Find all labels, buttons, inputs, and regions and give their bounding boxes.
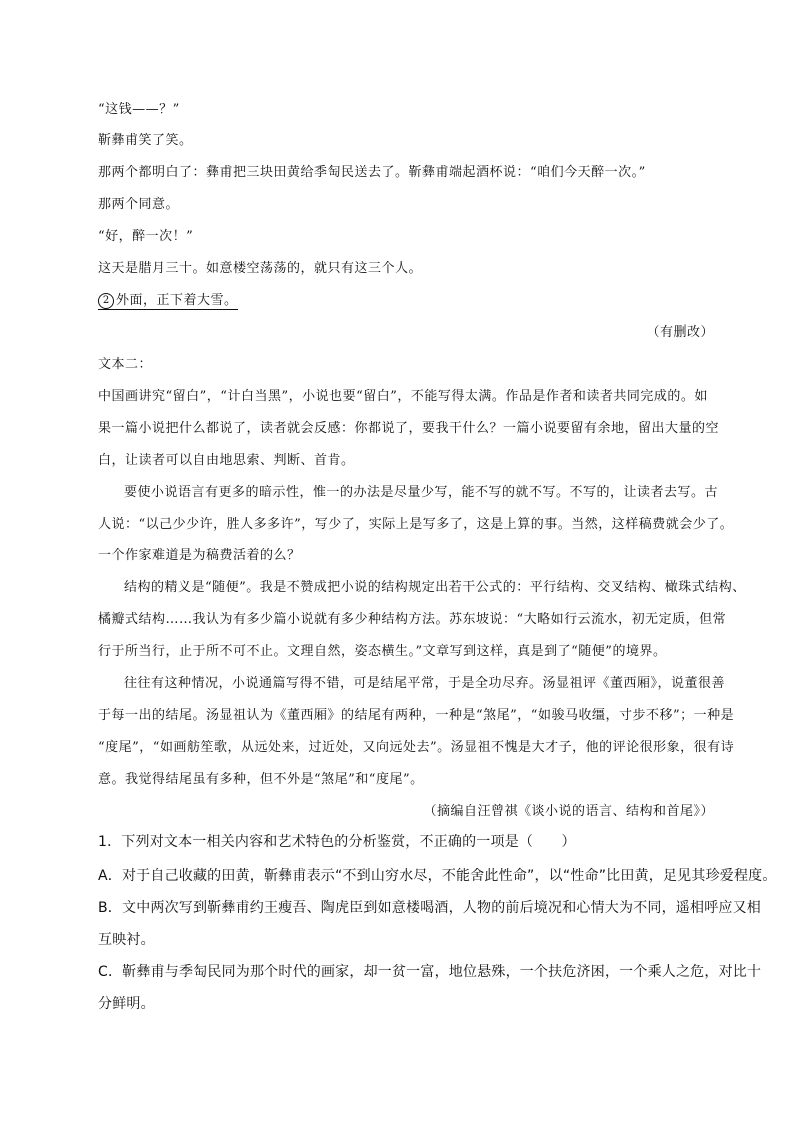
text2-line: 一个作家难道是为稿费活着的么？	[98, 548, 301, 563]
question-stem: 1．下列对文本一相关内容和艺术特色的分析鉴赏，不正确的一项是（ ）	[98, 834, 576, 850]
story-line: 那两个都明白了：彝甫把三块田黄给季匋民送去了。靳彝甫端起酒杯说：“咱们今天醉一次。”	[98, 165, 646, 180]
option-c: C．靳彝甫与季匋民同为那个时代的画家，却一贫一富，地位悬殊，一个扶危济困，一个乘人之危，对比十	[98, 964, 762, 980]
story-line: 靳彝甫笑了笑。	[98, 133, 193, 148]
option-a: A．对于自己收藏的田黄，靳彝甫表示“不到山穷水尽，不能舍此性命”，以“性命”比田黄，足见其珍爱程度。	[98, 868, 777, 884]
option-b-continued: 互映衬。	[98, 932, 155, 948]
text2-label: 文本二：	[98, 357, 153, 372]
source-note: （摘编自汪曾祺《谈小说的语言、结构和首尾》）	[423, 804, 714, 819]
story-line: 这天是腊月三十。如意楼空荡荡的，就只有这三个人。	[98, 261, 423, 276]
text2-line: 行于所当行，止于所不可不止。文理自然，姿态横生。”文章写到这样，真是到了“随便”的境界。	[98, 644, 667, 659]
story-line: 那两个同意。	[98, 197, 180, 212]
text2-line: 要使小说语言有更多的暗示性，惟一的办法是尽量少写，能不写的就不写。不写的，让读者去写。古	[124, 485, 719, 500]
text2-line: 结构的精义是“随便”。我是不赞成把小说的结构规定出若干公式的：平行结构、交叉结构、橄珠式结构、	[124, 580, 746, 595]
text2-line: 橘瓣式结构……我认为有多少篇小说就有多少种结构方法。苏东坡说：“大略如行云流水，初无定质，但常	[98, 612, 727, 627]
text2-line: 果一篇小说把什么都说了，读者就会反感：你都说了，要我干什么？一篇小说要留有余地，留出大量的空	[98, 421, 720, 436]
source-note: （有删改）	[646, 325, 714, 340]
marked-sentence	[98, 291, 238, 311]
text2-line: “度尾”，“如画舫笙歌，从远处来，过近处，又向远处去”。汤显祖不愧是大才子，他的评论很形象，很有诗	[98, 740, 735, 755]
story-line: “好，醉一次！”	[98, 229, 194, 244]
option-c-continued: 分鲜明。	[98, 996, 155, 1012]
text2-line: 白，让读者可以自由地思索、判断、首肯。	[98, 453, 355, 468]
text2-line: 于每一出的结尾。汤显祖认为《董西厢》的结尾有两种，一种是“煞尾”，“如骏马收缰，寸步不移”；一种是	[98, 708, 735, 723]
text2-line: 人说：“以己少少许，胜人多多许”，写少了，实际上是写多了，这是上算的事。当然，这样稿费就会少了。	[98, 517, 734, 532]
option-b: B．文中两次写到靳彝甫约王瘦吾、陶虎臣到如意楼喝酒，人物的前后境况和心情大为不同，遥相呼应又相	[98, 900, 762, 916]
story-line: “这钱——？”	[98, 102, 180, 117]
text2-line: 意。我觉得结尾虽有多种，但不外是“煞尾”和“度尾”。	[98, 772, 424, 787]
text2-line: 中国画讲究“留白”，“计白当黑”，小说也要“留白”，不能写得太满。作品是作者和读者共同完成的。如	[98, 389, 708, 404]
circled-number-mark: 2	[98, 293, 114, 309]
text2-line: 往往有这种情况，小说通篇写得不错，可是结尾平常，于是全功尽弃。汤显祖评《董西厢》，说董很善	[124, 676, 726, 691]
marked-sentence-text: 外面，正下着大雪。	[116, 293, 238, 308]
